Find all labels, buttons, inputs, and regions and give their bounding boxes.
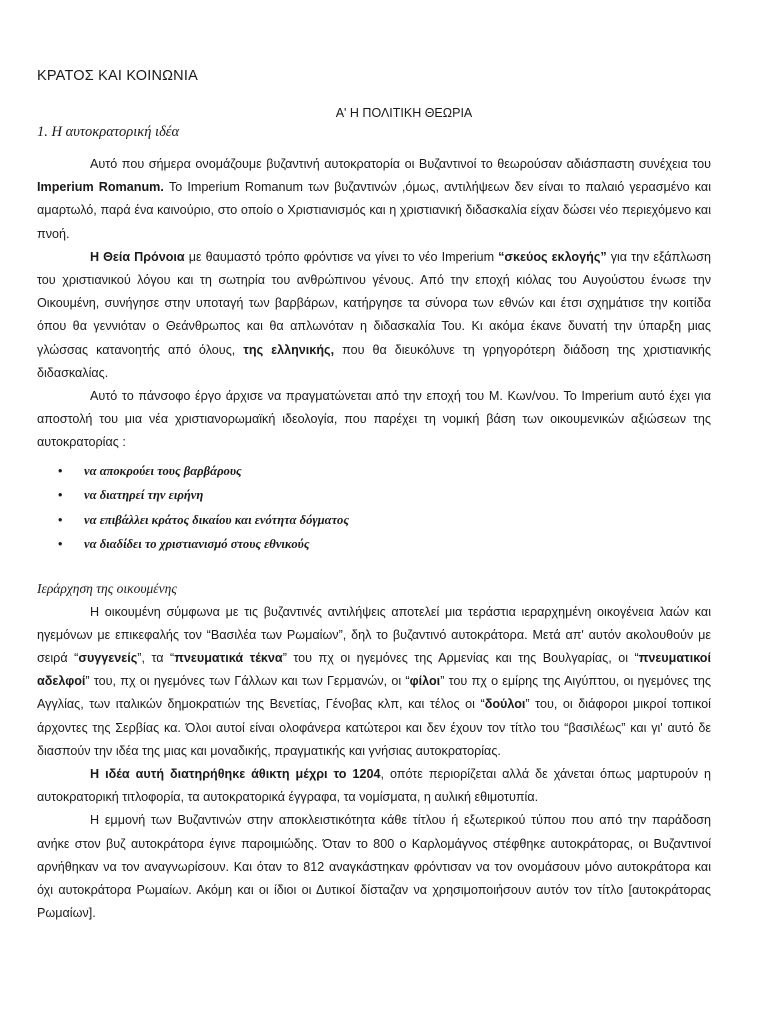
document-title: ΚΡΑΤΟΣ ΚΑΙ ΚΟΙΝΩΝΙΑ [37, 68, 198, 84]
bullet-icon: • [58, 537, 63, 552]
list-item: • να αποκρούει τους βαρβάρους [37, 459, 711, 484]
mission-list [37, 459, 711, 557]
paragraph: Η Θεία Πρόνοια με θαυμαστό τρόπο φρόντισε να γίνει το νέο Imperium “σκεύος εκλογής” για την εξάπλωση του χριστιανικού λόγου και τη σωτηρία του ανθρώπινου γένους. Από την εποχή κιόλας του Αυγούστου ένωσε την Οικουμένη, συνήγησε στην υποταγή των βαρβάρων, κατήργησε τα σύνορα των εθνών και έτσι σχημάτισε την κοιτίδα όπου θα γεννιόταν ο Θεάνθρωπος και θα απλωνόταν η διδασκαλία Του. Κι ακόμα έκανε δυνατή την ύπαρξη μιας γλώσσας κατανοητής από όλους, της ελληνικής, που θα διευκόλυνε τη γρηγορότερη διάδοση της χριστιανικής διδασκαλίας. [37, 249, 711, 380]
list-item: • να επιβάλλει κράτος δικαίου και ενότητα δόγματος [37, 508, 711, 533]
bullet-icon: • [58, 512, 63, 527]
list-item: • να διατηρεί την ειρήνη [37, 483, 711, 508]
paragraph: Αυτό που σήμερα ονομάζουμε βυζαντινή αυτοκρατορία οι Βυζαντινοί το θεωρούσαν αδιάσπαστη συνέχεια του Imperium Romanum. Το Imperium Romanum των βυζαντινών ,όμως, αντιλήψεων δεν είναι το παλαιό γερασμένο και αμαρτωλό, παρά ένα καινούριο, στο οποίο ο Χριστιανισμός και η χριστιανική διδασκαλία είχαν δώσει νέο περιεχόμενο και πνοή. [37, 157, 711, 241]
paragraph: Αυτό το πάνσοφο έργο άρχισε να πραγματώνεται από την εποχή του Μ. Κων/νου. Το Imperium αυτό έχει για αποστολή του μια νέα χριστιανορωμαϊκή ιδεολογία, που παρέχει τη νομική βάση των οικουμενικών αξιώσεων της αυτοκρατορίας : [37, 389, 711, 450]
paragraph: Η ιδέα αυτή διατηρήθηκε άθικτη μέχρι το 1204, οπότε περιορίζεται αλλά δε χάνεται όπως μαρτυρούν η αυτοκρατορική τιτλοφορία, τα αυτοκρατορικά έγγραφα, τα νομίσματα, η αυλική εθιμοτυπία. [37, 767, 711, 805]
bullet-icon: • [58, 488, 63, 503]
paragraph: Η οικουμένη σύμφωνα με τις βυζαντινές αντιλήψεις αποτελεί μια τεράστια ιεραρχημένη οικογένεια λαών και ηγεμόνων με επικεφαλής τον “Βασιλέα των Ρωμαίων”, δηλ το βυζαντινό αυτοκράτορα. Μετά απ' αυτόν ακολουθούν με σειρά “συγγενείς”, τα “πνευματικά τέκνα” του πχ οι ηγεμόνες της Αρμενίας και της Βουλγαρίας, οι “πνευματικοί αδελφοί” του, πχ οι ηγεμόνες των Γάλλων και των Γερμανών, οι “φίλοι” του πχ ο εμίρης της Αιγύπτου, οι ηγεμόνες της Αγγλίας, των ιταλικών δημοκρατιών της Βενετίας, Γένοβας κλπ, και τέλος οι “δούλοι” του, οι διάφοροι μικροί τοπικοί άρχοντες της Σερβίας κα. Όλοι αυτοί είναι ολοφάνερα κατώτεροι και δεν έχουν τον τίτλο του “βασιλέως” και γι' αυτό δε διασπούν την ιδέα της μιας και μοναδικής, πραγματικής και γνήσιας αυτοκρατορίας. [37, 604, 712, 758]
section-heading-hierarchy: Ιεράρχηση της οικουμένης [37, 580, 177, 596]
section-heading-imperial-idea: 1. Η αυτοκρατορική ιδέα [37, 124, 180, 140]
bullet-icon: • [58, 463, 63, 478]
part-title: Α' Η ΠΟΛΙΤΙΚΗ ΘΕΩΡΙΑ [335, 106, 473, 120]
list-item: • να διαδίδει το χριστιανισμό στους εθνικούς [37, 532, 711, 557]
paragraph: Η εμμονή των Βυζαντινών στην αποκλειστικότητα κάθε τίτλου ή εξωτερικού τύπου που από την παράδοση ανήκε στον βυζ αυτοκράτορα έγινε παροιμιώδης. Όταν το 800 ο Καρλομάγνος στέφθηκε αυτοκράτορας, οι Βυζαντινοί αρνήθηκαν να τον αναγνωρίσουν. Και όταν το 812 αναγκάστηκαν φρόντισαν να τον ονομάσουν μόνο αυτοκράτορα και όχι αυτοκράτορα Ρωμαίων. Ακόμη και οι ίδιοι οι Δυτικοί δίσταζαν να χρησιμοποιήσουν αυτόν τον τίτλο [αυτοκράτορας Ρωμαίων]. [37, 813, 711, 921]
